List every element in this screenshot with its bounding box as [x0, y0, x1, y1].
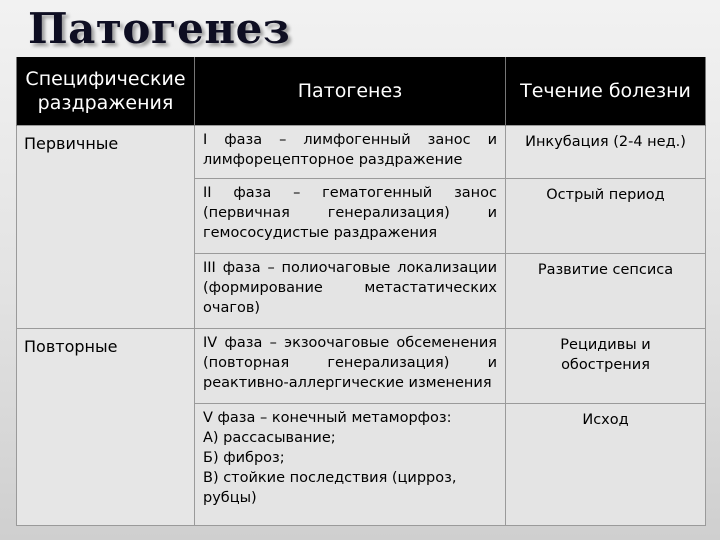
- header-disease-course: Течение болезни: [506, 57, 706, 125]
- phase-text: – полиочаговые локализации (формирование метастатических очагов): [203, 259, 497, 316]
- course-cell: Исход: [506, 403, 706, 525]
- phase-cell: [195, 178, 506, 253]
- phase-title: V фаза: [203, 409, 256, 426]
- course-cell: Развитие сепсиса: [506, 253, 706, 328]
- phase-title: II фаза: [203, 184, 272, 201]
- phase-title: III фаза: [203, 259, 261, 276]
- header-pathogenesis: Патогенез: [195, 57, 506, 125]
- type-cell-primary: Первичные: [17, 125, 195, 328]
- pathogenesis-table: [16, 57, 706, 526]
- phase-cell: [195, 328, 506, 403]
- phase-cell: [195, 125, 506, 178]
- course-cell: Острый период: [506, 178, 706, 253]
- course-cell: Инкубация (2-4 нед.): [506, 125, 706, 178]
- phase-title: I фаза: [203, 131, 263, 148]
- phase-title: IV фаза: [203, 334, 263, 351]
- phase-text: – экзоочаговые обсеменения (повторная генерализация) и реактивно-аллергические изменения: [203, 334, 497, 391]
- table-row: [17, 125, 706, 178]
- table-header-row: [17, 57, 706, 125]
- header-specific-irritations: Специфические раздражения: [17, 57, 195, 125]
- table-row: [17, 328, 706, 403]
- phase-cell: [195, 253, 506, 328]
- phase-cell: [195, 403, 506, 525]
- phase-text: – гематогенный занос (первичная генерализация) и гемососудистые раздражения: [203, 184, 497, 241]
- course-cell: Рецидивы и обострения: [506, 328, 706, 403]
- phase-text: – лимфогенный занос и лимфорецепторное раздражение: [203, 131, 497, 168]
- page-title: Патогенез: [28, 4, 291, 53]
- type-cell-repeated: Повторные: [17, 328, 195, 525]
- phase-text: – конечный метаморфоз: А) рассасывание; Б) фиброз; В) стойкие последствия (цирроз, рубцы): [203, 409, 457, 506]
